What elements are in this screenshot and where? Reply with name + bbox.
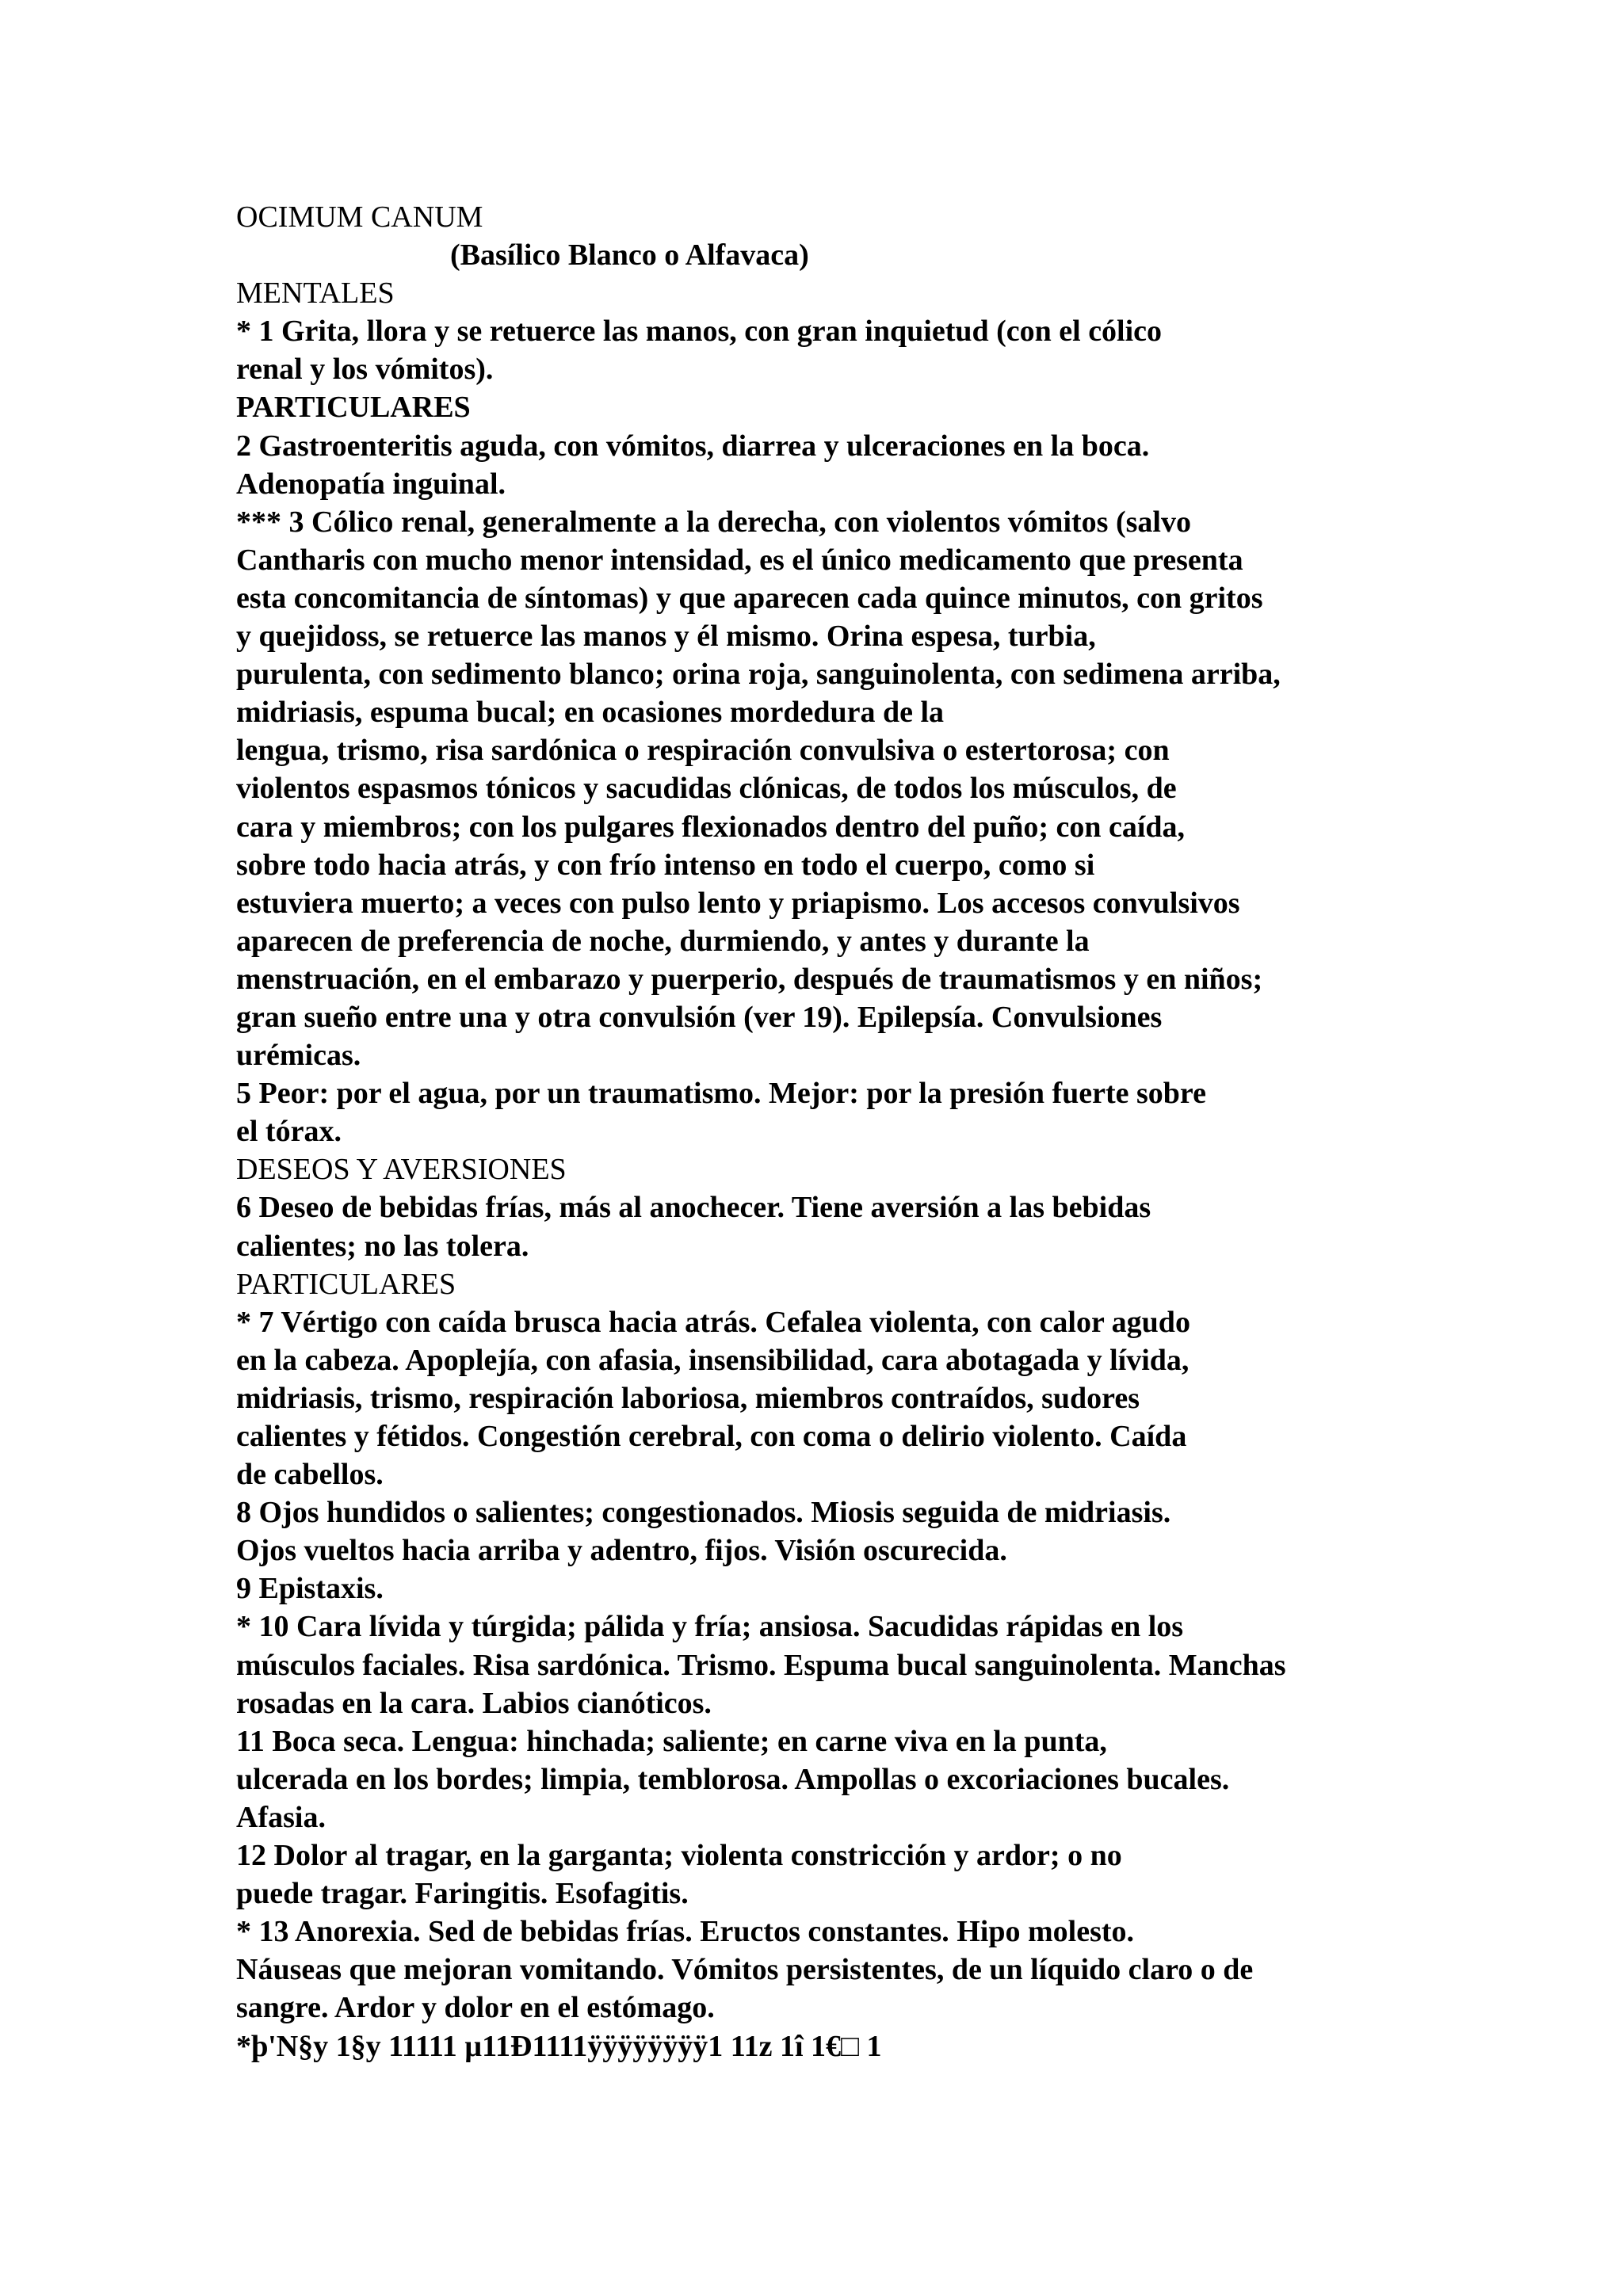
text-line: esta concomitancia de síntomas) y que aparecen cada quince minutos, con gritos [236, 581, 1263, 615]
text-line: Náuseas que mejoran vomitando. Vómitos persistentes, de un líquido claro o de [236, 1953, 1254, 1987]
text-line: y quejidoss, se retuerce las manos y él mismo. Orina espesa, turbia, [236, 620, 1096, 654]
section-heading: PARTICULARES [236, 1267, 456, 1301]
text-line: PARTICULARES [236, 391, 471, 425]
text-line: calientes y fétidos. Congestión cerebral, con coma o delirio violento. Caída [236, 1420, 1187, 1453]
text-line: 6 Deseo de bebidas frías, más al anochecer. Tiene aversión a las bebidas [236, 1191, 1151, 1225]
text-line: * 13 Anorexia. Sed de bebidas frías. Eructos constantes. Hipo molesto. [236, 1915, 1135, 1949]
text-line: Adenopatía inguinal. [236, 467, 506, 501]
text-line: * 1 Grita, llora y se retuerce las manos, con gran inquietud (con el cólico [236, 315, 1163, 349]
text-line: puede tragar. Faringitis. Esofagitis. [236, 1877, 689, 1911]
text-line: calientes; no las tolera. [236, 1229, 529, 1263]
text-line: aparecen de preferencia de noche, durmiendo, y antes y durante la [236, 924, 1090, 958]
text-line: lengua, trismo, risa sardónica o respiración convulsiva o estertorosa; con [236, 734, 1170, 768]
text-line: de cabellos. [236, 1458, 384, 1492]
text-line: cara y miembros; con los pulgares flexionados dentro del puño; con caída, [236, 810, 1186, 844]
text-line: Cantharis con mucho menor intensidad, es el único medicamento que presenta [236, 543, 1243, 577]
document-title: OCIMUM CANUM [236, 200, 483, 234]
text-line: 12 Dolor al tragar, en la garganta; violenta constricción y ardor; o no [236, 1839, 1122, 1873]
text-line: urémicas. [236, 1039, 361, 1073]
text-line: Ojos vueltos hacia arriba y adentro, fijos. Visión oscurecida. [236, 1534, 1007, 1568]
section-heading: DESEOS Y AVERSIONES [236, 1153, 567, 1187]
text-line: 5 Peor: por el agua, por un traumatismo. Mejor: por la presión fuerte sobre [236, 1077, 1206, 1111]
text-line: ulcerada en los bordes; limpia, temblorosa. Ampollas o excoriaciones bucales. [236, 1762, 1230, 1796]
text-line: midriasis, espuma bucal; en ocasiones mordedura de la [236, 696, 945, 730]
text-line: purulenta, con sedimento blanco; orina roja, sanguinolenta, con sedimena arriba, [236, 658, 1281, 692]
text-line: 9 Epistaxis. [236, 1572, 384, 1606]
text-line: gran sueño entre una y otra convulsión (ver 19). Epilepsía. Convulsiones [236, 1000, 1163, 1034]
text-line: músculos faciales. Risa sardónica. Trismo. Espuma bucal sanguinolenta. Manchas [236, 1648, 1286, 1682]
text-line: * 7 Vértigo con caída brusca hacia atrás. Cefalea violenta, con calor agudo [236, 1305, 1190, 1339]
text-line: Afasia. [236, 1800, 326, 1834]
text-line: *** 3 Cólico renal, generalmente a la derecha, con violentos vómitos (salvo [236, 505, 1191, 539]
text-line: 2 Gastroenteritis aguda, con vómitos, diarrea y ulceraciones en la boca. [236, 429, 1150, 463]
text-line: 11 Boca seca. Lengua: hinchada; saliente; en carne viva en la punta, [236, 1724, 1107, 1758]
document-subtitle: (Basílico Blanco o Alfavaca) [450, 238, 809, 273]
text-line: violentos espasmos tónicos y sacudidas clónicas, de todos los músculos, de [236, 772, 1177, 806]
text-line: estuviera muerto; a veces con pulso lento y priapismo. Los accesos convulsivos [236, 886, 1240, 920]
document-body [236, 274, 1425, 2065]
text-line: sobre todo hacia atrás, y con frío intenso en todo el cuerpo, como si [236, 848, 1095, 882]
text-line: * 10 Cara lívida y túrgida; pálida y fría; ansiosa. Sacudidas rápidas en los [236, 1610, 1184, 1644]
text-line: menstruación, en el embarazo y puerperio, después de traumatismos y en niños; [236, 962, 1263, 996]
text-line: el tórax. [236, 1115, 342, 1149]
text-line: renal y los vómitos). [236, 353, 494, 387]
text-line: en la cabeza. Apoplejía, con afasia, insensibilidad, cara abotagada y lívida, [236, 1343, 1190, 1377]
text-line: midriasis, trismo, respiración laboriosa, miembros contraídos, sudores [236, 1381, 1140, 1415]
section-heading: MENTALES [236, 277, 395, 311]
text-line: 8 Ojos hundidos o salientes; congestionados. Miosis seguida de midriasis. [236, 1496, 1171, 1530]
text-line: *þ'N§y 1§y 11111 µ11Ð1111ÿÿÿÿÿÿÿÿ1 11z 1î 1€□ 1 [236, 2029, 882, 2063]
text-line: sangre. Ardor y dolor en el estómago. [236, 1991, 715, 2025]
document-page [236, 198, 1425, 2065]
text-line: rosadas en la cara. Labios cianóticos. [236, 1686, 712, 1720]
